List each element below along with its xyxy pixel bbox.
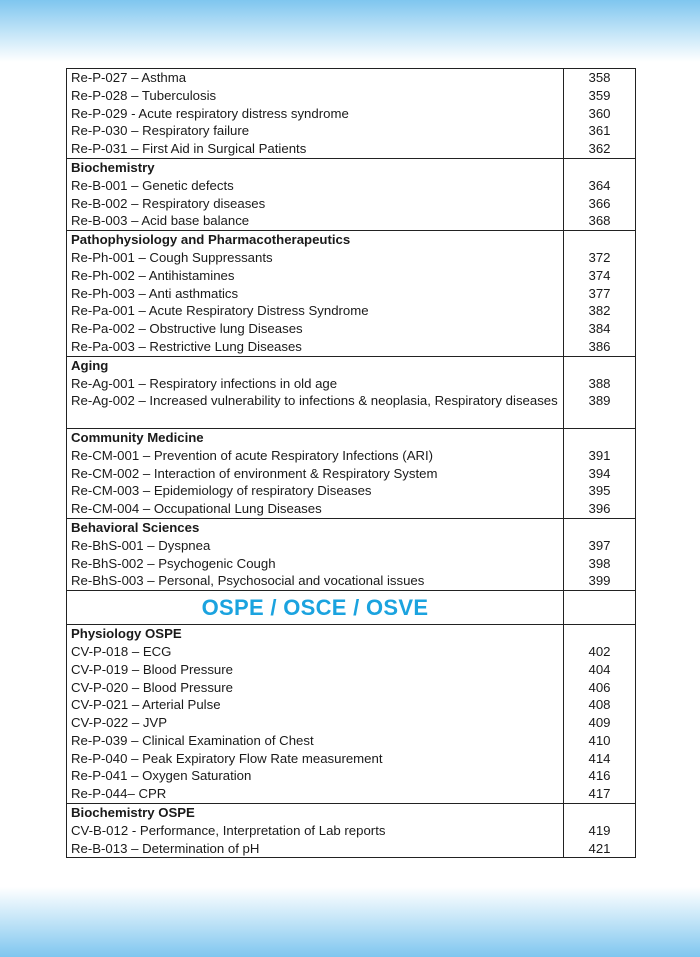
section-row <box>67 231 636 357</box>
toc-entry-title: CV-B-012 - Performance, Interpretation of Lab reports <box>71 822 386 838</box>
toc-entry-page: 394 <box>588 465 611 481</box>
heading-page-spacer <box>568 519 631 537</box>
section-row <box>67 428 636 518</box>
toc-entry-page: 408 <box>588 697 611 713</box>
banner-cell <box>67 591 564 625</box>
section-row <box>67 356 636 428</box>
section-pages-cell <box>564 804 636 858</box>
toc-entry-title: Re-CM-003 – Epidemiology of respiratory Diseases <box>71 483 372 499</box>
section-titles-cell <box>67 69 564 159</box>
toc-entry-page: 389 <box>588 393 611 409</box>
section-heading: Biochemistry OSPE <box>71 805 195 821</box>
toc-entry-title: Re-Ph-001 – Cough Suppressants <box>71 249 273 265</box>
section-heading: Pathophysiology and Pharmacotherapeutics <box>71 232 351 248</box>
toc-entry-title: Re-P-030 – Respiratory failure <box>71 123 250 139</box>
section-pages-cell <box>564 69 636 159</box>
toc-entry-page: 416 <box>588 768 611 784</box>
toc-entry-title: Re-P-044– CPR <box>71 786 167 802</box>
section-row <box>67 625 636 804</box>
toc-entry-title: Re-Pa-003 – Restrictive Lung Diseases <box>71 338 302 354</box>
toc-entry-page: 361 <box>588 123 611 139</box>
toc-entry-page: 359 <box>588 87 611 103</box>
toc-entry-title: Re-BhS-003 – Personal, Psychosocial and vocational issues <box>71 573 425 589</box>
toc-entry-title: CV-P-019 – Blood Pressure <box>71 661 233 677</box>
toc-entry-title: Re-P-039 – Clinical Examination of Chest <box>71 732 314 748</box>
toc-entry-page: 417 <box>588 786 611 802</box>
section-heading: Behavioral Sciences <box>71 519 200 535</box>
toc-entry-title: Re-CM-001 – Prevention of acute Respiratory Infections (ARI) <box>71 447 434 463</box>
toc-entry-page: 395 <box>588 483 611 499</box>
toc-entry-page: 386 <box>588 338 611 354</box>
section-pages-cell <box>564 231 636 357</box>
toc-entry-page: 406 <box>588 679 611 695</box>
section-titles-cell <box>67 804 564 858</box>
section-titles-cell <box>67 231 564 357</box>
section-pages-cell <box>564 518 636 590</box>
toc-entry-page: 402 <box>588 643 611 659</box>
toc-entry-page: 374 <box>588 267 611 283</box>
toc-entry-title: Re-BhS-001 – Dyspnea <box>71 537 211 553</box>
section-titles-cell <box>67 158 564 230</box>
section-heading: Biochemistry <box>71 159 155 175</box>
toc-entry-page: 410 <box>588 732 611 748</box>
toc-entry-page: 398 <box>588 555 611 571</box>
heading-page-spacer <box>568 357 631 375</box>
section-titles-cell <box>67 625 564 804</box>
toc-entry-title: Re-P-029 - Acute respiratory distress syndrome <box>71 105 349 121</box>
toc-entry-title: Re-Ag-002 – Increased vulnerability to infections & neoplasia, Respiratory diseases <box>71 393 558 409</box>
toc-entry-title: Re-Ag-001 – Respiratory infections in old age <box>71 375 338 391</box>
section-row <box>67 69 636 159</box>
table-of-contents <box>66 68 636 858</box>
toc-entry-page: 404 <box>588 661 611 677</box>
toc-entry-page: 399 <box>588 573 611 589</box>
section-titles-cell <box>67 356 564 428</box>
toc-entry-page: 382 <box>588 303 611 319</box>
toc-entry-page: 397 <box>588 537 611 553</box>
section-heading: Aging <box>71 357 109 373</box>
heading-page-spacer <box>568 159 631 177</box>
toc-entry-page: 391 <box>588 447 611 463</box>
toc-entry-title: Re-Pa-002 – Obstructive lung Diseases <box>71 321 303 337</box>
toc-entry-title: Re-BhS-002 – Psychogenic Cough <box>71 555 276 571</box>
toc-entry-title: Re-B-001 – Genetic defects <box>71 177 234 193</box>
section-titles-cell <box>67 518 564 590</box>
section-row <box>67 158 636 230</box>
heading-page-spacer <box>568 429 631 447</box>
toc-entry-title: Re-P-031 – First Aid in Surgical Patients <box>71 141 307 157</box>
section-heading: Community Medicine <box>71 429 204 445</box>
toc-entry-page: 368 <box>588 213 611 229</box>
toc-entry-page: 366 <box>588 195 611 211</box>
toc-entry-title: Re-CM-004 – Occupational Lung Diseases <box>71 501 322 517</box>
toc-entry-title: Re-P-041 – Oxygen Saturation <box>71 768 252 784</box>
toc-entry-title: Re-CM-002 – Interaction of environment & Respiratory System <box>71 465 438 481</box>
toc-entry-page: 362 <box>588 141 611 157</box>
toc-entry-title: Re-P-040 – Peak Expiratory Flow Rate measurement <box>71 750 383 766</box>
toc-entry-page: 419 <box>588 822 611 838</box>
heading-page-spacer <box>568 231 631 249</box>
toc-entry-page: 421 <box>588 840 611 856</box>
banner-title: OSPE / OSCE / OSVE <box>201 595 429 621</box>
toc-entry-page: 364 <box>588 177 611 193</box>
toc-entry-title: CV-P-020 – Blood Pressure <box>71 679 233 695</box>
top-decorative-band <box>0 0 700 62</box>
toc-entry-title: Re-B-003 – Acid base balance <box>71 213 250 229</box>
toc-entry-title: Re-Pa-001 – Acute Respiratory Distress Syndrome <box>71 303 369 319</box>
toc-entry-page: 372 <box>588 249 611 265</box>
toc-entry-title: Re-B-013 – Determination of pH <box>71 840 260 856</box>
section-pages-cell <box>564 356 636 428</box>
section-row <box>67 518 636 590</box>
toc-entry-title: Re-Ph-002 – Antihistamines <box>71 267 235 283</box>
toc-entry-page: 377 <box>588 285 611 301</box>
heading-page-spacer <box>568 625 631 643</box>
toc-entry-page: 396 <box>588 501 611 517</box>
banner-page-cell <box>564 591 636 625</box>
section-heading: Physiology OSPE <box>71 626 182 642</box>
toc-entry-title: Re-B-002 – Respiratory diseases <box>71 195 266 211</box>
toc-entry-page: 388 <box>588 375 611 391</box>
toc-entry-title: CV-P-022 – JVP <box>71 715 168 731</box>
toc-entry-page: 384 <box>588 321 611 337</box>
section-pages-cell <box>564 625 636 804</box>
section-titles-cell <box>67 428 564 518</box>
toc-entry-page: 360 <box>588 105 611 121</box>
toc-entry-title: CV-P-018 – ECG <box>71 643 172 659</box>
heading-page-spacer <box>568 804 631 822</box>
toc-entry-page: 358 <box>588 70 611 85</box>
section-pages-cell <box>564 428 636 518</box>
section-row <box>67 804 636 858</box>
section-banner-row <box>67 591 636 625</box>
toc-entry-title: CV-P-021 – Arterial Pulse <box>71 697 221 713</box>
toc-entry-title: Re-P-028 – Tuberculosis <box>71 87 217 103</box>
section-pages-cell <box>564 158 636 230</box>
bottom-decorative-band <box>0 887 700 957</box>
toc-entry-title: Re-Ph-003 – Anti asthmatics <box>71 285 239 301</box>
toc-entry-page: 409 <box>588 715 611 731</box>
toc-entry-page: 414 <box>588 750 611 766</box>
toc-entry-title: Re-P-027 – Asthma <box>71 70 187 85</box>
